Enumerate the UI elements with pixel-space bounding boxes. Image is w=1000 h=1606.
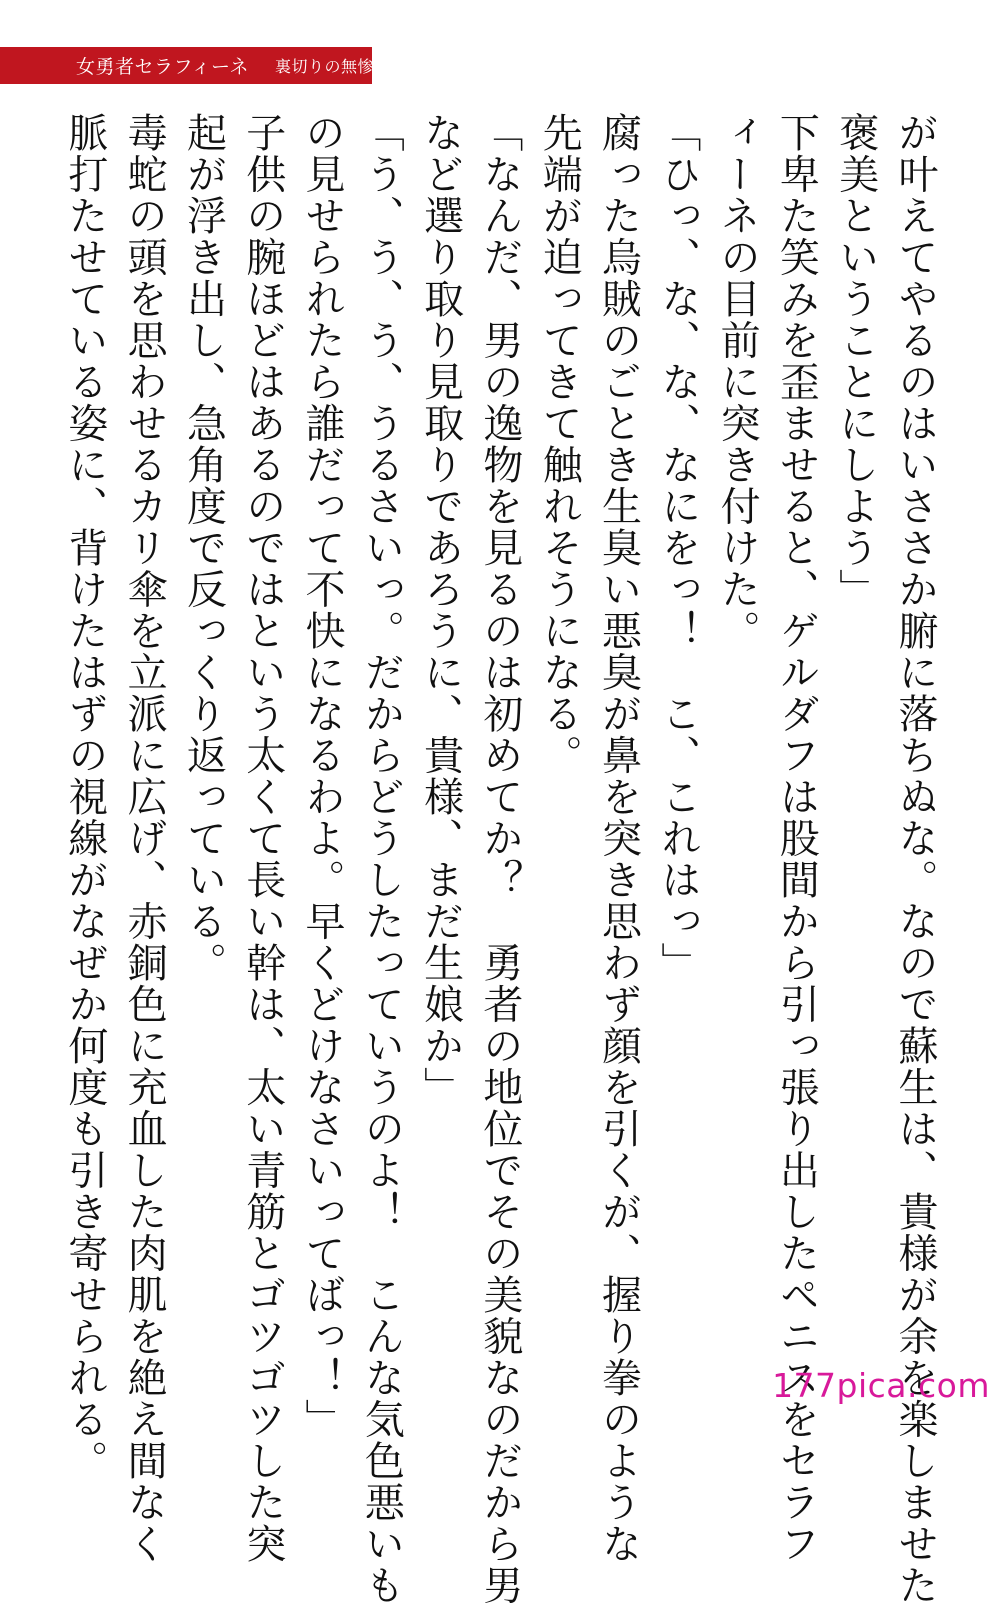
text-line: の見せられたら誰だって不快になるわよ。早くどけなさいってばっ！」 bbox=[299, 112, 346, 1440]
book-title: 女勇者セラフィーネ bbox=[76, 56, 250, 78]
book-subtitle: 裏切りの無惨劇 bbox=[275, 57, 391, 76]
text-line: 起が浮き出し、急角度で反っくり返っている。 bbox=[180, 112, 227, 984]
text-line: 「う、う、う、うるさいっ。だからどうしたっていうのよ！ こんな気色悪いも bbox=[358, 112, 405, 1606]
text-line: 褒美ということにしよう」 bbox=[832, 112, 879, 610]
text-line: 「ひっ、な、な、なにをっ！ こ、これはっ」 bbox=[654, 112, 701, 984]
text-line: 先端が迫ってきて触れそうになる。 bbox=[536, 112, 583, 776]
text-line: 脈打たせている姿に、背けたはずの視線がなぜか何度も引き寄せられる。 bbox=[61, 112, 108, 1482]
text-line: 「なんだ、男の逸物を見るのは初めてか？ 勇者の地位でその美貌なのだから男 bbox=[476, 112, 523, 1606]
page-header-bar bbox=[0, 47, 391, 84]
text-line: ィーネの目前に突き付けた。 bbox=[714, 112, 761, 652]
text-line: など選り取り見取りであろうに、貴様、まだ生娘か」 bbox=[417, 112, 464, 1108]
text-line: 下卑た笑みを歪ませると、ゲルダフは股間から引っ張り出したペニスをセラフ bbox=[773, 112, 820, 1565]
site-watermark: 177pica.com bbox=[772, 1366, 990, 1405]
text-line: が叶えてやるのはいささか腑に落ちぬな。なので蘇生は、貴様が余を楽しませた bbox=[892, 112, 938, 1606]
text-line: 子供の腕ほどはあるのではという太くて長い幹は、太い青筋とゴツゴツした突 bbox=[239, 112, 286, 1565]
text-line: 腐った烏賊のごとき生臭い悪臭が鼻を突き思わず顔を引くが、握り拳のような bbox=[595, 112, 642, 1565]
text-line: 毒蛇の頭を思わせるカリ傘を立派に広げ、赤銅色に充血した肉肌を絶え間なく bbox=[121, 112, 168, 1565]
